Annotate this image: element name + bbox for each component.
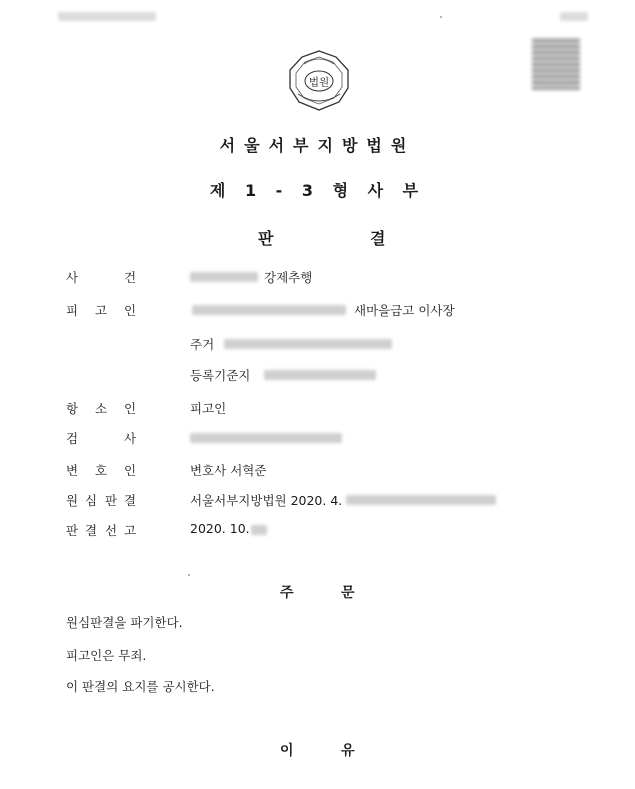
label-char: 변 <box>66 463 79 478</box>
label-char: 건 <box>124 270 137 285</box>
appellant-value: 피고인 <box>190 401 227 416</box>
redacted-header-left <box>58 12 156 21</box>
residence-label: 주거 <box>190 337 215 352</box>
court-name: 서울서부지방법원 <box>219 136 416 155</box>
division-name: 제 1 - 3 형 사 부 <box>209 181 426 200</box>
reason-title-left: 이 <box>280 743 294 759</box>
title-left: 판 <box>258 229 274 248</box>
scan-mark <box>188 574 190 576</box>
label-char: 결 <box>85 523 98 538</box>
redacted-header-right <box>560 12 588 21</box>
label-char: 판 <box>66 523 79 538</box>
label-char: 인 <box>124 401 137 416</box>
label-char: 검 <box>66 431 79 446</box>
label-char: 인 <box>124 303 137 318</box>
case-name: 강제추행 <box>264 270 313 285</box>
label-char: 피 <box>66 303 79 318</box>
order-line-3: 이 판결의 요지를 공시한다. <box>66 679 215 694</box>
reason-title-right: 유 <box>341 743 355 759</box>
redacted-prosecutor <box>190 433 342 443</box>
attorney-value: 변호사 서혁준 <box>190 463 267 478</box>
qr-code <box>532 38 580 90</box>
label-char: 선 <box>105 523 118 538</box>
label-char: 판 <box>105 493 118 508</box>
redacted-defendant-id <box>192 305 346 315</box>
label-char: 항 <box>66 401 79 416</box>
label-char: 결 <box>124 493 137 508</box>
label-char: 고 <box>124 523 137 538</box>
redacted-case-number <box>190 272 258 282</box>
original-judgment-value: 서울서부지방법원 2020. 4. <box>190 493 343 508</box>
label-char: 인 <box>124 463 137 478</box>
order-title-left: 주 <box>280 585 294 601</box>
order-title-right: 문 <box>341 585 355 601</box>
title-right: 결 <box>370 229 386 248</box>
redacted-original-judgment <box>346 495 496 505</box>
redacted-sentence-day <box>251 525 267 535</box>
order-line-2: 피고인은 무죄. <box>66 648 147 663</box>
label-char: 호 <box>95 463 108 478</box>
label-char: 고 <box>95 303 108 318</box>
sentence-date-value: 2020. 10. <box>190 521 250 536</box>
scan-mark <box>440 16 442 18</box>
label-char: 사 <box>66 270 79 285</box>
registration-label: 등록기준지 <box>190 368 251 383</box>
order-line-1: 원심판결을 파기한다. <box>66 615 183 630</box>
redacted-registration <box>264 370 376 380</box>
court-emblem-icon <box>284 48 354 114</box>
redacted-residence <box>224 339 392 349</box>
defendant-occupation: 새마을금고 이사장 <box>354 303 455 318</box>
label-char: 심 <box>85 493 98 508</box>
label-char: 소 <box>95 401 108 416</box>
label-char: 원 <box>66 493 79 508</box>
label-char: 사 <box>124 431 137 446</box>
emblem-text: 법원 <box>308 76 330 89</box>
